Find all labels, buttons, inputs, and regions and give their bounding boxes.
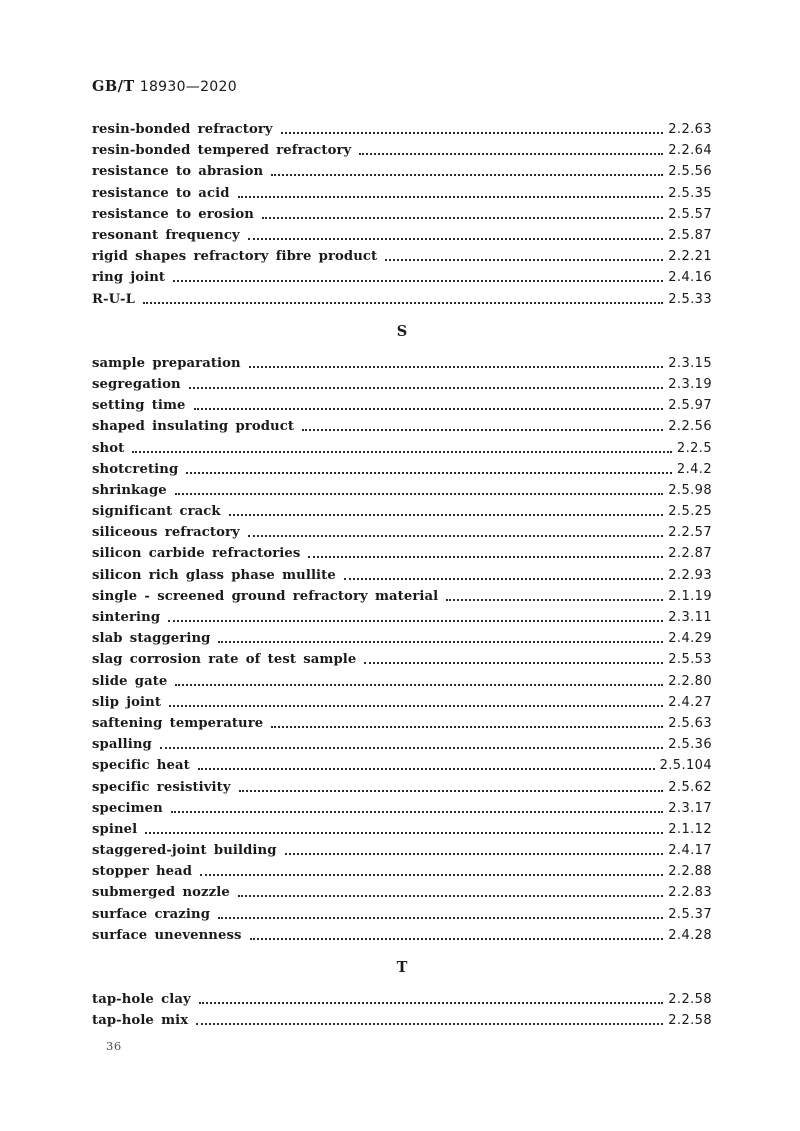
index-entry — [92, 586, 712, 607]
index-entry — [92, 861, 712, 882]
index-entry — [92, 480, 712, 501]
index-entry — [92, 671, 712, 692]
index-entry — [92, 649, 712, 670]
entry-term: submerged nozzle — [92, 885, 230, 901]
dot-leader — [250, 931, 664, 940]
entry-term: silicon carbide refractories — [92, 546, 301, 562]
dot-leader — [143, 295, 663, 304]
entry-ref-number: 2.5.37 — [668, 906, 712, 922]
entry-ref-number: 2.2.58 — [668, 992, 712, 1008]
index-entry — [92, 628, 712, 649]
entry-term: resistance to acid — [92, 185, 230, 201]
index-entry — [92, 819, 712, 840]
dot-leader — [160, 740, 663, 749]
entry-term: sintering — [92, 610, 161, 626]
entry-list — [92, 353, 712, 946]
entry-ref-number: 2.4.16 — [668, 270, 712, 286]
dot-leader — [173, 273, 663, 282]
entry-term: tap-hole clay — [92, 992, 191, 1008]
entry-ref-number: 2.4.2 — [676, 461, 712, 477]
entry-ref-number: 2.2.80 — [668, 673, 712, 689]
entry-term: sample preparation — [92, 355, 241, 371]
index-entry — [92, 140, 712, 161]
dot-leader — [446, 592, 663, 601]
entry-ref-number: 2.5.36 — [668, 737, 712, 753]
index-entry — [92, 353, 712, 374]
entry-ref-number: 2.2.58 — [668, 1013, 712, 1029]
entry-term: resistance to erosion — [92, 206, 254, 222]
dot-leader — [285, 846, 664, 855]
entry-ref-number: 2.2.93 — [668, 567, 712, 583]
entry-ref-number: 2.5.25 — [668, 504, 712, 520]
entry-ref-number: 2.5.87 — [668, 228, 712, 244]
entry-term: shot — [92, 440, 125, 456]
index-entry — [92, 437, 712, 458]
entry-list — [92, 119, 712, 310]
entry-ref-number: 2.5.35 — [668, 185, 712, 201]
entry-ref-number: 2.2.83 — [668, 885, 712, 901]
entry-ref-number: 2.2.5 — [676, 440, 712, 456]
dot-leader — [359, 146, 663, 155]
dot-leader — [189, 380, 664, 389]
dot-leader — [281, 125, 664, 134]
dot-leader — [239, 783, 664, 792]
entry-term: spinel — [92, 821, 138, 837]
dot-leader — [171, 804, 663, 813]
entry-term: resin-bonded tempered refractory — [92, 143, 352, 159]
dot-leader — [198, 761, 655, 770]
entry-ref-number: 2.4.27 — [668, 694, 712, 710]
index-entry — [92, 161, 712, 182]
dot-leader — [199, 995, 663, 1004]
entry-term: specific heat — [92, 758, 190, 774]
entry-ref-number: 2.2.63 — [668, 122, 712, 138]
entry-term: shotcreting — [92, 461, 179, 477]
entry-ref-number: 2.5.97 — [668, 398, 712, 414]
entry-term: slab staggering — [92, 631, 211, 647]
entry-term: resin-bonded refractory — [92, 122, 273, 138]
entry-ref-number: 2.3.11 — [668, 610, 712, 626]
index-entry — [92, 565, 712, 586]
entry-term: specimen — [92, 800, 163, 816]
entry-term: segregation — [92, 376, 181, 392]
dot-leader — [169, 698, 663, 707]
entry-term: surface crazing — [92, 906, 211, 922]
entry-term: resistance to abrasion — [92, 164, 264, 180]
dot-leader — [364, 655, 663, 664]
dot-leader — [218, 634, 663, 643]
index-entry — [92, 267, 712, 288]
entry-list — [92, 989, 712, 1031]
entry-term: surface unevenness — [92, 927, 242, 943]
entry-ref-number: 2.4.29 — [668, 631, 712, 647]
index-entry — [92, 755, 712, 776]
index-entry — [92, 183, 712, 204]
entry-ref-number: 2.5.56 — [668, 164, 712, 180]
dot-leader — [229, 507, 664, 516]
entry-ref-number: 2.1.12 — [668, 821, 712, 837]
dot-leader — [308, 549, 663, 558]
index-entry — [92, 374, 712, 395]
entry-ref-number: 2.4.28 — [668, 927, 712, 943]
entry-ref-number: 2.2.57 — [668, 525, 712, 541]
entry-ref-number: 2.5.33 — [668, 291, 712, 307]
entry-ref-number: 2.5.98 — [668, 482, 712, 498]
entry-term: staggered-joint building — [92, 843, 277, 859]
dot-leader — [175, 486, 663, 495]
entry-term: specific resistivity — [92, 779, 231, 795]
entry-term: rigid shapes refractory fibre product — [92, 249, 378, 265]
entry-term: siliceous refractory — [92, 525, 240, 541]
entry-term: stopper head — [92, 864, 193, 880]
entry-term: single - screened ground refractory material — [92, 588, 439, 604]
index-entry — [92, 522, 712, 543]
entry-ref-number: 2.1.19 — [668, 588, 712, 604]
entry-term: saftening temperature — [92, 715, 264, 731]
entry-ref-number: 2.3.19 — [668, 376, 712, 392]
entry-term: spalling — [92, 737, 152, 753]
dot-leader — [385, 252, 663, 261]
dot-leader — [132, 444, 672, 453]
index-entry — [92, 776, 712, 797]
entry-term: slip joint — [92, 694, 162, 710]
dot-leader — [168, 613, 663, 622]
entry-ref-number: 2.2.87 — [668, 546, 712, 562]
entry-ref-number: 2.5.63 — [668, 715, 712, 731]
dot-leader — [186, 465, 672, 474]
entry-ref-number: 2.3.15 — [668, 355, 712, 371]
dot-leader — [218, 910, 663, 919]
dot-leader — [302, 422, 663, 431]
entry-ref-number: 2.5.53 — [668, 652, 712, 668]
index-entry — [92, 416, 712, 437]
dot-leader — [175, 677, 663, 686]
standard-code: GB/T — [92, 78, 135, 95]
dot-leader — [238, 888, 663, 897]
dot-leader — [200, 867, 663, 876]
entry-ref-number: 2.3.17 — [668, 800, 712, 816]
entry-ref-number: 2.5.57 — [668, 206, 712, 222]
entry-ref-number: 2.2.88 — [668, 864, 712, 880]
entry-ref-number: 2.4.17 — [668, 843, 712, 859]
index-entry — [92, 289, 712, 310]
index-entry — [92, 204, 712, 225]
entry-ref-number: 2.5.104 — [659, 758, 712, 774]
dot-leader — [262, 210, 663, 219]
entry-term: slag corrosion rate of test sample — [92, 652, 357, 668]
index-entry — [92, 1010, 712, 1031]
index-entry — [92, 798, 712, 819]
dot-leader — [271, 167, 663, 176]
dot-leader — [194, 401, 664, 410]
entry-term: R-U-L — [92, 291, 135, 307]
entry-term: silicon rich glass phase mullite — [92, 567, 336, 583]
index-entry — [92, 713, 712, 734]
entry-ref-number: 2.2.64 — [668, 143, 712, 159]
index-entry — [92, 395, 712, 416]
entry-ref-number: 2.2.56 — [668, 419, 712, 435]
dot-leader — [271, 719, 663, 728]
index-entry — [92, 882, 712, 903]
index-entry — [92, 225, 712, 246]
page-header — [92, 76, 712, 96]
index-entry — [92, 246, 712, 267]
dot-leader — [344, 571, 663, 580]
dot-leader — [145, 825, 663, 834]
entry-term: ring joint — [92, 270, 166, 286]
page-number: 36 — [106, 1039, 122, 1054]
dot-leader — [249, 359, 664, 368]
index-entry — [92, 501, 712, 522]
index-entry — [92, 459, 712, 480]
index-sections — [92, 119, 712, 1031]
index-entry — [92, 904, 712, 925]
standard-number: 18930—2020 — [139, 79, 237, 95]
entry-term: shrinkage — [92, 482, 167, 498]
index-entry — [92, 734, 712, 755]
index-entry — [92, 692, 712, 713]
dot-leader — [248, 528, 663, 537]
entry-term: shaped insulating product — [92, 419, 295, 435]
dot-leader — [238, 189, 664, 198]
entry-term: resonant frequency — [92, 228, 240, 244]
index-entry — [92, 925, 712, 946]
entry-term: tap-hole mix — [92, 1013, 189, 1029]
index-entry — [92, 119, 712, 140]
index-entry — [92, 607, 712, 628]
dot-leader — [196, 1016, 663, 1025]
section-heading: S — [396, 322, 408, 340]
entry-term: significant crack — [92, 504, 221, 520]
section-heading: T — [396, 958, 408, 976]
entry-ref-number: 2.5.62 — [668, 779, 712, 795]
entry-ref-number: 2.2.21 — [668, 249, 712, 265]
dot-leader — [248, 231, 663, 240]
entry-term: setting time — [92, 398, 186, 414]
index-entry — [92, 989, 712, 1010]
entry-term: slide gate — [92, 673, 168, 689]
index-entry — [92, 543, 712, 564]
index-entry — [92, 840, 712, 861]
